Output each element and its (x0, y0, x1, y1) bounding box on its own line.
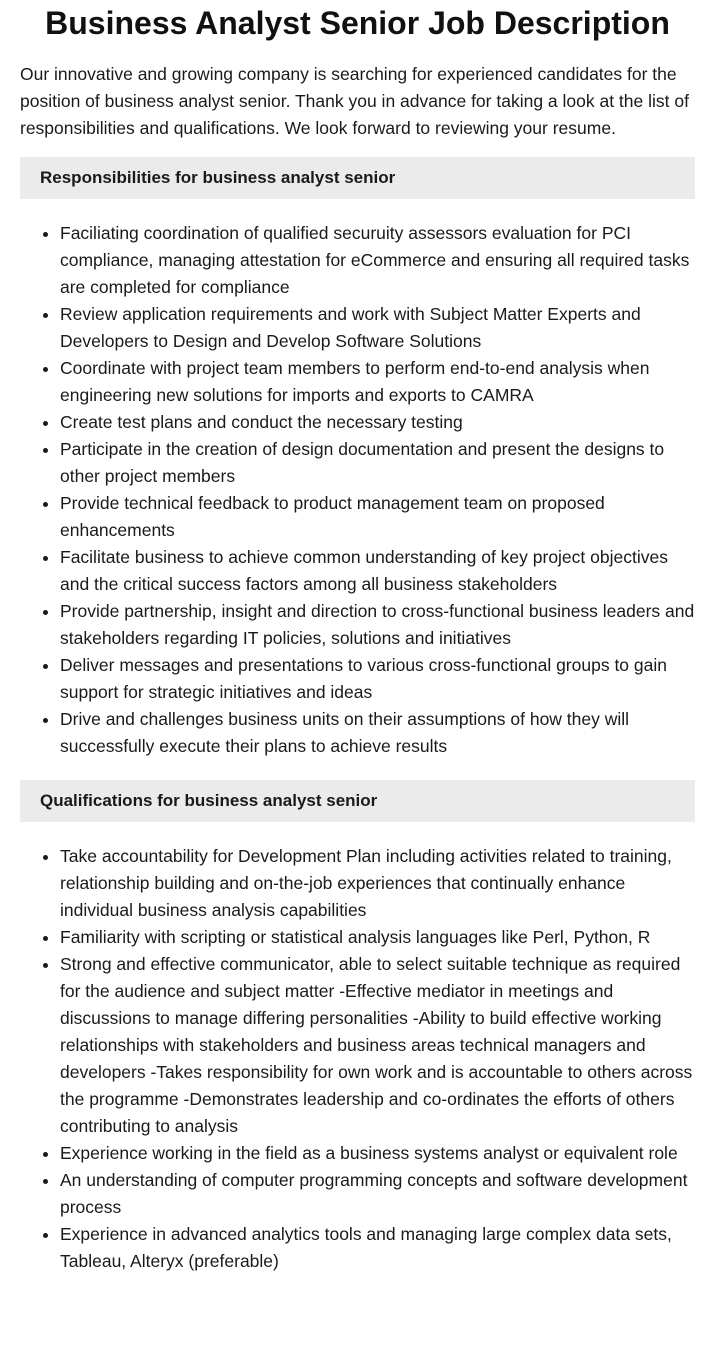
list-item: • Faciliating coordination of qualified securuity assessors evaluation for PCI compliance, managing attestation for eCommerce and ensuring all required tasks are completed for compliance (60, 220, 695, 301)
list-item: • Strong and effective communicator, able to select suitable technique as required for the audience and subject matter -Effective mediator in meetings and discussions to manage differing personalities -Ability to build effective working relationships with stakeholders and business areas technical managers and developers -Takes responsibility for own work and is accountable to others across the programme -Demonstrates leadership and co-ordinates the efforts of others contributing to analysis (60, 951, 695, 1140)
responsibilities-heading: Responsibilities for business analyst senior (20, 157, 695, 199)
list-item: • Drive and challenges business units on their assumptions of how they will successfully execute their plans to achieve results (60, 706, 695, 760)
list-item: • Facilitate business to achieve common understanding of key project objectives and the critical success factors among all business stakeholders (60, 544, 695, 598)
list-item: • Participate in the creation of design documentation and present the designs to other project members (60, 436, 695, 490)
intro-paragraph: Our innovative and growing company is searching for experienced candidates for the position of business analyst senior. Thank you in advance for taking a look at the list of responsibilities and qualifications. We look forward to reviewing your resume. (20, 64, 689, 138)
qualifications-list (20, 843, 695, 1275)
list-item: • Review application requirements and work with Subject Matter Experts and Developers to Design and Develop Software Solutions (60, 301, 695, 355)
list-item: • Familiarity with scripting or statistical analysis languages like Perl, Python, R (60, 924, 695, 951)
list-item: • Take accountability for Development Plan including activities related to training, relationship building and on-the-job experiences that continually enhance individual business analysis capabilities (60, 843, 695, 924)
qualifications-heading: Qualifications for business analyst senior (20, 780, 695, 822)
page-title: Business Analyst Senior Job Description (45, 5, 670, 41)
list-item: • Create test plans and conduct the necessary testing (60, 409, 695, 436)
list-item: • Experience in advanced analytics tools and managing large complex data sets, Tableau, Alteryx (preferable) (60, 1221, 695, 1275)
list-item: • Provide technical feedback to product management team on proposed enhancements (60, 490, 695, 544)
list-item: • Coordinate with project team members to perform end-to-end analysis when engineering new solutions for imports and exports to CAMRA (60, 355, 695, 409)
responsibilities-list (20, 220, 695, 760)
list-item: • Experience working in the field as a business systems analyst or equivalent role (60, 1140, 695, 1167)
list-item: • An understanding of computer programming concepts and software development process (60, 1167, 695, 1221)
list-item: • Deliver messages and presentations to various cross-functional groups to gain support for strategic initiatives and ideas (60, 652, 695, 706)
list-item: • Provide partnership, insight and direction to cross-functional business leaders and stakeholders regarding IT policies, solutions and initiatives (60, 598, 695, 652)
